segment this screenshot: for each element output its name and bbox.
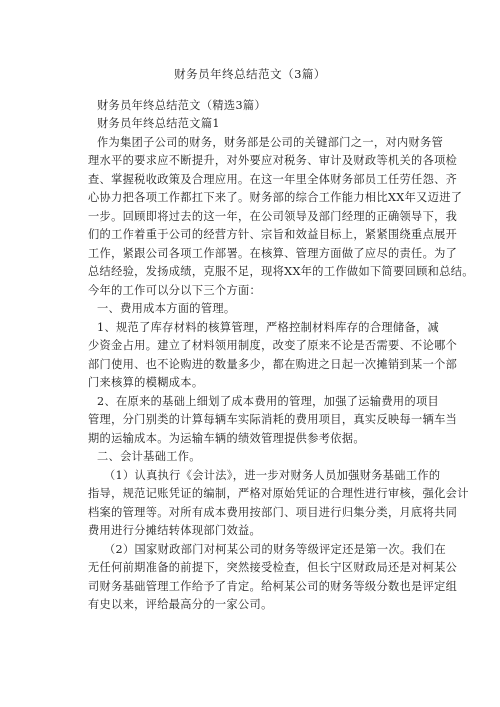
paragraph-line: 无任何前期准备的前提下，突然接受检查，但长宁区财政局还是对柯某公 — [88, 561, 458, 574]
paragraph-line: 查、掌握税收政策及合理应用。在这一年里全体财务部员工任劳任怨、齐 — [88, 173, 458, 186]
paragraph-line: 指导，规范记账凭证的编制，严格对原始凭证的合理性进行审核，强化会计 — [88, 487, 469, 500]
paragraph-line: 2、在原来的基础上细划了成本费用的管理，加强了运输费用的项目 — [97, 395, 440, 408]
paragraph-line: 们的工作着重于公司的经营方针、宗旨和效益目标上，紧紧围绕重点展开 — [88, 228, 458, 241]
section-heading: 财务员年终总结范文篇1 — [97, 117, 220, 130]
subtitle: 财务员年终总结范文（精选3篇） — [97, 99, 266, 112]
paragraph-line: 部门使用、也不论购进的数量多少，都在购进之日起一次摊销到某一个部 — [88, 358, 458, 371]
paragraph-line: 1、规范了库存材料的核算管理，严格控制材料库存的合理储备，减 — [97, 321, 440, 334]
paragraph-line: 期的运输成本。为运输车辆的绩效管理提供参考依据。 — [88, 432, 365, 445]
paragraph-line: （2）国家财政部门对柯某公司的财务等级评定还是第一次。我们在 — [104, 543, 447, 556]
paragraph-line: 总结经验，发扬成绩，克服不足，现将XX年的工作做如下简要回顾和总结。 — [88, 265, 474, 278]
paragraph-line: 今年的工作可以分以下三个方面： — [88, 284, 262, 297]
paragraph-line: 一步。回顾即将过去的这一年，在公司领导及部门经理的正确领导下，我 — [88, 210, 458, 223]
paragraph-line: 费用进行分摊结转体现部门效益。 — [88, 524, 262, 537]
section-heading: 一、费用成本方面的管理。 — [97, 302, 236, 315]
paragraph-line: 作为集团子公司的财务，财务部是公司的关键部门之一，对内财务管 — [97, 136, 444, 149]
paragraph-line: 有史以来，评给最高分的一家公司。 — [88, 598, 273, 611]
paragraph-line: 司财务基础管理工作给予了肯定。给柯某公司的财务等级分数也是评定组 — [88, 580, 458, 593]
paragraph-line: 工作，紧跟公司各项工作部署。在核算、管理方面做了应尽的责任。为了 — [88, 247, 458, 260]
paragraph-line: 门来核算的模糊成本。 — [88, 376, 204, 389]
document-title: 财务员年终总结范文（3篇） — [174, 67, 326, 81]
section-heading: 二、会计基础工作。 — [97, 450, 201, 463]
paragraph-line: （1）认真执行《会计法》，进一步对财务人员加强财务基础工作的 — [104, 469, 441, 482]
paragraph-line: 心协力把各项工作都扛下来了。财务部的综合工作能力相比XX年又迈进了 — [88, 191, 463, 204]
paragraph-line: 少资金占用。建立了材料领用制度，改变了原来不论是否需要、不论哪个 — [88, 339, 458, 352]
paragraph-line: 管理，分门别类的计算每辆车实际消耗的费用项目，真实反映每一辆车当 — [88, 413, 458, 426]
paragraph-line: 档案的管理等。对所有成本费用按部门、项目进行归集分类，月底将共同 — [88, 506, 458, 519]
paragraph-line: 理水平的要求应不断提升，对外要应对税务、审计及财政等机关的各项检 — [88, 154, 458, 167]
